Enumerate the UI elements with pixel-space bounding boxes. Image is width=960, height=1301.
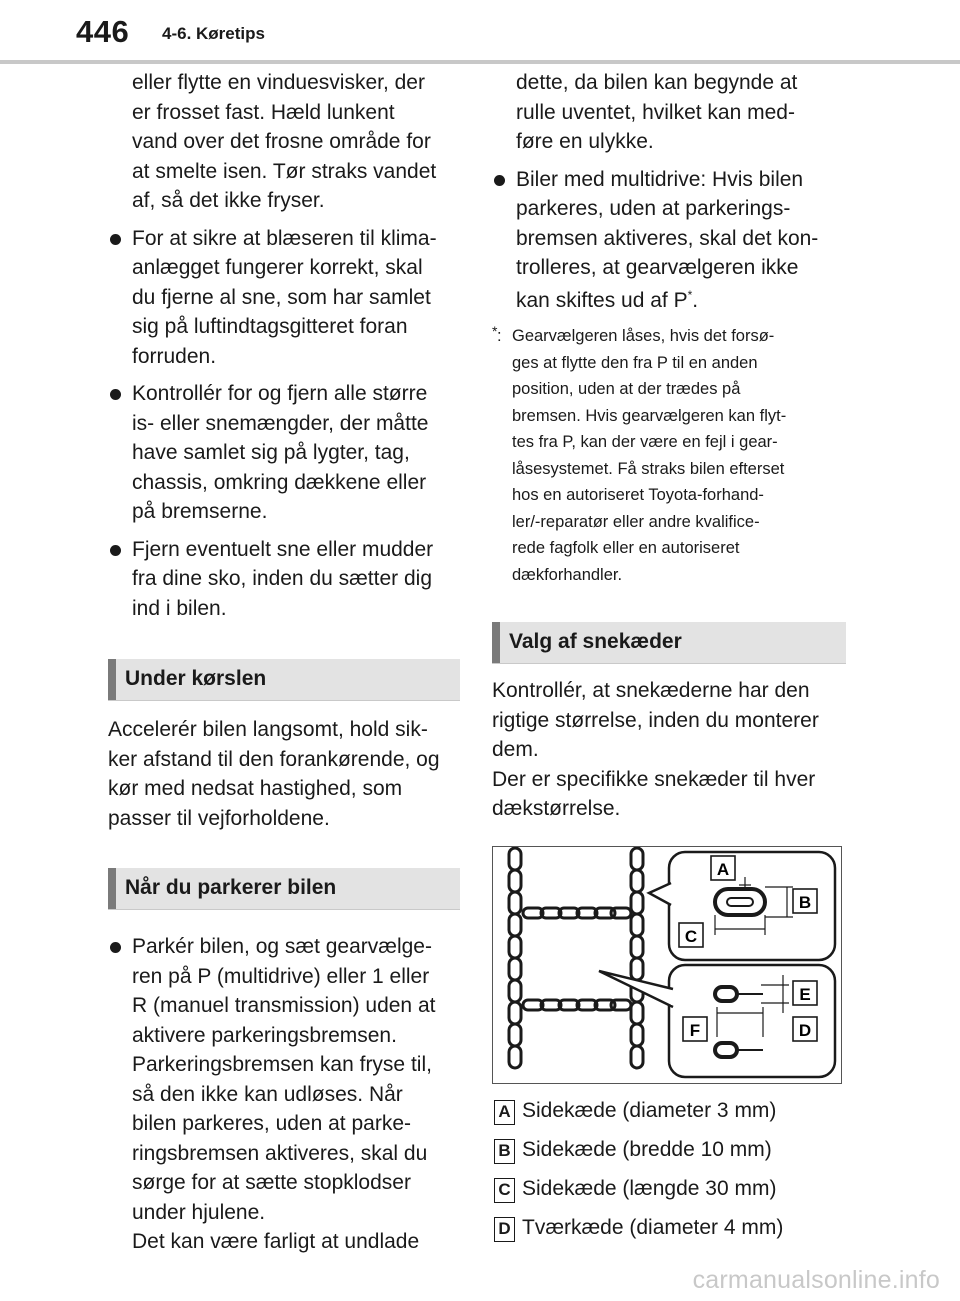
snow-chain-illustration xyxy=(493,847,841,1083)
figure-legend xyxy=(492,1094,846,1250)
text-line: is- eller snemængder, der måtte xyxy=(132,411,429,435)
text-line: Parkeringsbremsen kan fryse til, xyxy=(132,1053,432,1076)
cross-chain-top xyxy=(523,908,631,918)
text-line: have samlet sig på lygter, tag, xyxy=(132,441,410,464)
text-line: rigtige størrelse, inden du monterer xyxy=(492,708,819,732)
footnote-reference: * xyxy=(687,287,693,302)
label-b: B xyxy=(798,892,812,912)
bullet-parking xyxy=(108,932,460,1257)
bullet-ventilation xyxy=(108,224,460,372)
footnote-marker: * xyxy=(492,323,498,339)
page-header xyxy=(0,0,960,64)
text-line: vand over det frosne område for xyxy=(132,130,431,153)
legend-text: Tværkæde (diameter 4 mm) xyxy=(522,1215,784,1239)
text-line: Biler med multidrive: Hvis bilen xyxy=(516,167,804,191)
text-line: fra dine sko, inden du sætter dig xyxy=(132,567,433,590)
right-column xyxy=(492,68,846,1250)
legend-text: Sidekæde (længde 30 mm) xyxy=(522,1176,777,1200)
text-line: Fjern eventuelt sne eller mudder xyxy=(132,537,434,561)
text-line: Gearvælgeren låses, hvis det forsø- xyxy=(512,327,775,345)
text-line: Accelerér bilen langsomt, hold sik- xyxy=(108,718,428,741)
heading-driving xyxy=(108,659,460,701)
text-line: For at sikre at blæseren til klima- xyxy=(132,226,437,250)
legend-letter: B xyxy=(494,1139,515,1164)
legend-text: Sidekæde (diameter 3 mm) xyxy=(522,1098,777,1122)
text-line: ler/-reparatør eller andre kvalifice- xyxy=(512,512,760,531)
text-line: dem. xyxy=(492,738,539,761)
label-a: A xyxy=(716,859,730,879)
cross-chain-bottom xyxy=(523,1000,631,1010)
text-line: position, uden at der trædes på xyxy=(512,380,741,398)
text-line: kan skiftes ud af P*. xyxy=(516,287,699,312)
text-line: eller flytte en vinduesvisker, der xyxy=(132,71,425,94)
legend-letter: D xyxy=(494,1217,515,1242)
text-line: ges at flytte den fra P til en anden xyxy=(512,353,758,372)
text-line: af, så det ikke fryser. xyxy=(132,189,325,212)
heading-accent xyxy=(108,868,116,909)
bullet-dot-icon xyxy=(110,942,121,953)
text-line: rede fagfolk eller en autoriseret xyxy=(512,539,740,557)
text-line: sørge for at sætte stopklodser xyxy=(132,1171,411,1194)
page-number: 446 xyxy=(76,14,130,49)
watermark: carmanualsonline.info xyxy=(692,1266,940,1294)
text-line: ren på P (multidrive) eller 1 eller xyxy=(132,964,430,988)
legend-letter: C xyxy=(494,1178,515,1203)
label-c: C xyxy=(684,926,698,946)
text-line: dette, da bilen kan begynde at xyxy=(516,71,798,94)
label-d: D xyxy=(798,1020,812,1040)
section-title: 4-6. Køretips xyxy=(162,24,265,43)
text-line: hos en autoriseret Toyota-forhand- xyxy=(512,486,764,504)
text-line: sig på luftindtagsgitteret foran xyxy=(132,315,408,338)
text-line: R (manuel transmission) uden at xyxy=(132,994,436,1017)
bullet-dot-icon xyxy=(110,234,121,245)
footnote xyxy=(492,323,846,588)
continued-paragraph xyxy=(492,68,846,157)
heading-accent xyxy=(492,622,500,663)
bullet-shoes xyxy=(108,535,460,624)
header-divider xyxy=(0,60,960,64)
label-f: F xyxy=(689,1020,701,1040)
text-line: ker afstand til den forankørende, og xyxy=(108,747,440,771)
legend-item xyxy=(492,1211,846,1250)
text-line: aktivere parkeringsbremsen. xyxy=(132,1023,397,1047)
text-line: chassis, omkring dækkene eller xyxy=(132,470,427,494)
text-line: passer til vejforholdene. xyxy=(108,806,330,830)
text-line: dækforhandler. xyxy=(512,565,623,584)
text-line: trolleres, at gearvælgeren ikke xyxy=(516,256,799,279)
label-e: E xyxy=(799,984,811,1004)
text-line: ind i bilen. xyxy=(132,596,227,620)
text-line: ringsbremsen aktiveres, skal du xyxy=(132,1141,428,1165)
legend-letter: A xyxy=(494,1100,515,1125)
text-line: Der er specifikke snekæder til hver xyxy=(492,767,816,791)
chains-paragraph xyxy=(492,676,846,824)
legend-item xyxy=(492,1133,846,1172)
bullet-dot-icon xyxy=(110,545,121,556)
bullet-ice-snow xyxy=(108,379,460,527)
heading-parking xyxy=(108,868,460,910)
intro-paragraph xyxy=(108,68,460,216)
heading-text: Under kørslen xyxy=(125,667,267,690)
text-line: rulle uventet, hvilket kan med- xyxy=(516,100,795,124)
side-chain-left xyxy=(509,848,521,1068)
text-line: kør med nedsat hastighed, som xyxy=(108,777,403,800)
bullet-dot-icon xyxy=(110,389,121,400)
text-line: forruden. xyxy=(132,344,217,368)
text-line: Kontrollér for og fjern alle større xyxy=(132,382,428,405)
heading-text: Valg af snekæder xyxy=(509,630,682,653)
callout-side-chain xyxy=(649,852,835,960)
legend-item xyxy=(492,1172,846,1211)
text-line: låsesystemet. Få straks bilen efterset xyxy=(512,459,785,478)
text-line: at smelte isen. Tør straks vandet xyxy=(132,159,437,183)
text-line: parkeres, uden at parkerings- xyxy=(516,197,791,220)
text-line: Kontrollér, at snekæderne har den xyxy=(492,679,810,702)
heading-text: Når du parkerer bilen xyxy=(125,876,337,899)
legend-item xyxy=(492,1094,846,1133)
bullet-multidrive xyxy=(492,165,846,316)
text-line: på bremserne. xyxy=(132,500,268,523)
callout-cross-chain xyxy=(599,965,835,1077)
left-column xyxy=(108,68,460,1257)
heading-chains xyxy=(492,622,846,664)
text-line: bremsen aktiveres, skal det kon- xyxy=(516,226,819,250)
heading-accent xyxy=(108,659,116,700)
text-line: dækstørrelse. xyxy=(492,797,621,820)
text-line: føre en ulykke. xyxy=(516,130,654,153)
footnote-colon: : xyxy=(497,327,502,345)
text-line: under hjulene. xyxy=(132,1200,266,1224)
text-line: du fjerne al sne, som har samlet xyxy=(132,285,431,309)
text-line: er frosset fast. Hæld lunkent xyxy=(132,100,395,124)
text-line: så den ikke kan udløses. Når xyxy=(132,1082,403,1106)
text-line: Parkér bilen, og sæt gearvælge- xyxy=(132,935,432,958)
text-line: Det kan være farligt at undlade xyxy=(132,1230,420,1253)
legend-text: Sidekæde (bredde 10 mm) xyxy=(522,1137,772,1161)
text-line: anlægget fungerer korrekt, skal xyxy=(132,256,423,279)
text-line: bilen parkeres, uden at parke- xyxy=(132,1112,411,1135)
bullet-dot-icon xyxy=(494,175,505,186)
text-line: bremsen. Hvis gearvælgeren kan flyt- xyxy=(512,406,787,425)
text-line: tes fra P, kan der være en fejl i gear- xyxy=(512,433,778,451)
text-fragment: kan skiftes ud af P xyxy=(516,288,688,312)
snow-chain-figure xyxy=(492,846,842,1084)
side-chain-middle xyxy=(631,848,643,1068)
driving-paragraph xyxy=(108,715,460,833)
